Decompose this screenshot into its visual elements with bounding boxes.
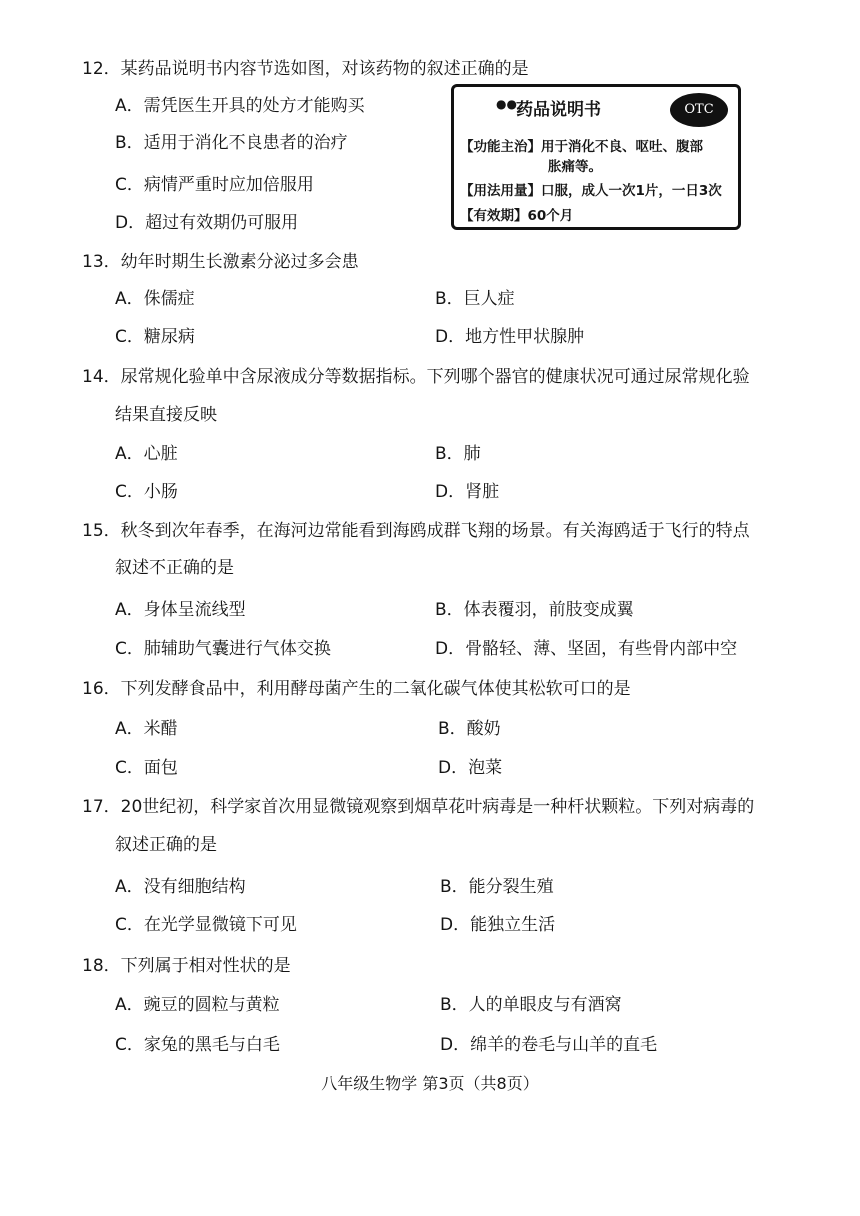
- question-14-stem: 14．尿常规化验单中含尿液成分等数据指标。下列哪个器官的健康状况可通过尿常规化验: [82, 367, 750, 387]
- question-15-option-b: B．体表覆羽，前肢变成翼: [435, 600, 634, 620]
- question-17-stem-continued: 叙述正确的是: [115, 835, 217, 855]
- leaflet-title: 药品说明书: [516, 100, 601, 120]
- question-12-option-b: B．适用于消化不良患者的治疗: [115, 133, 348, 153]
- question-17-stem: 17．20世纪初，科学家首次用显微镜观察到烟草花叶病毒是一种杆状颗粒。下列对病毒的: [82, 797, 755, 817]
- question-14-stem-continued: 结果直接反映: [115, 405, 217, 425]
- question-15-stem: 15．秋冬到次年春季，在海河边常能看到海鸥成群飞翔的场景。有关海鸥适于飞行的特点: [82, 521, 750, 541]
- question-13-option-a: A．侏儒症: [115, 289, 195, 309]
- question-13-option-d: D．地方性甲状腺肿: [435, 327, 585, 347]
- question-13-stem: 13．幼年时期生长激素分泌过多会患: [82, 252, 359, 272]
- leaflet-validity: [460, 204, 573, 224]
- medicine-leaflet-figure: [451, 84, 741, 230]
- question-14-option-c: C．小肠: [115, 482, 178, 502]
- bullet-dots-icon: ●●: [496, 97, 517, 111]
- question-14-option-b: B．肺: [435, 444, 481, 464]
- question-15-stem-continued: 叙述不正确的是: [115, 558, 234, 578]
- question-18-option-b: B．人的单眼皮与有酒窝: [440, 995, 622, 1015]
- page-footer: 八年级生物学 第3页（共8页）: [321, 1074, 539, 1093]
- question-15-option-d: D．骨骼轻、薄、坚固，有些骨内部中空: [435, 639, 738, 659]
- question-16-option-c: C．面包: [115, 758, 178, 778]
- validity-label: 【有效期】: [460, 208, 528, 224]
- question-12-option-d: D．超过有效期仍可服用: [115, 213, 299, 233]
- indication-label: 【功能主治】: [460, 139, 541, 155]
- question-18-option-c: C．家兔的黑毛与白毛: [115, 1035, 280, 1055]
- indication-text-continued: 胀痛等。: [548, 159, 602, 175]
- validity-text: 60个月: [527, 208, 574, 224]
- leaflet-indication: [460, 135, 703, 155]
- question-18-option-a: A．豌豆的圆粒与黄粒: [115, 995, 280, 1015]
- question-17-option-b: B．能分裂生殖: [440, 877, 554, 897]
- question-16-stem: 16．下列发酵食品中，利用酵母菌产生的二氧化碳气体使其松软可口的是: [82, 679, 631, 699]
- question-17-option-c: C．在光学显微镜下可见: [115, 915, 297, 935]
- otc-badge: OTC: [670, 93, 728, 127]
- question-17-option-d: D．能独立生活: [440, 915, 556, 935]
- leaflet-usage: [460, 179, 722, 199]
- question-17-option-a: A．没有细胞结构: [115, 877, 246, 897]
- question-16-option-b: B．酸奶: [438, 719, 501, 739]
- usage-text: 口服，成人一次1片，一日3次: [541, 183, 722, 199]
- question-15-option-a: A．身体呈流线型: [115, 600, 246, 620]
- question-18-stem: 18．下列属于相对性状的是: [82, 956, 291, 976]
- question-13-option-c: C．糖尿病: [115, 327, 195, 347]
- question-13-option-b: B．巨人症: [435, 289, 515, 309]
- usage-label: 【用法用量】: [460, 183, 541, 199]
- indication-text: 用于消化不良、呕吐、腹部: [541, 139, 703, 155]
- question-16-option-a: A．米醋: [115, 719, 178, 739]
- question-15-option-c: C．肺辅助气囊进行气体交换: [115, 639, 331, 659]
- question-12-option-a: A．需凭医生开具的处方才能购买: [115, 96, 365, 116]
- question-12-option-c: C．病情严重时应加倍服用: [115, 175, 314, 195]
- question-14-option-a: A．心脏: [115, 444, 178, 464]
- question-16-option-d: D．泡菜: [438, 758, 503, 778]
- question-12-stem: 12．某药品说明书内容节选如图，对该药物的叙述正确的是: [82, 59, 529, 79]
- question-18-option-d: D．绵羊的卷毛与山羊的直毛: [440, 1035, 658, 1055]
- question-14-option-d: D．肾脏: [435, 482, 500, 502]
